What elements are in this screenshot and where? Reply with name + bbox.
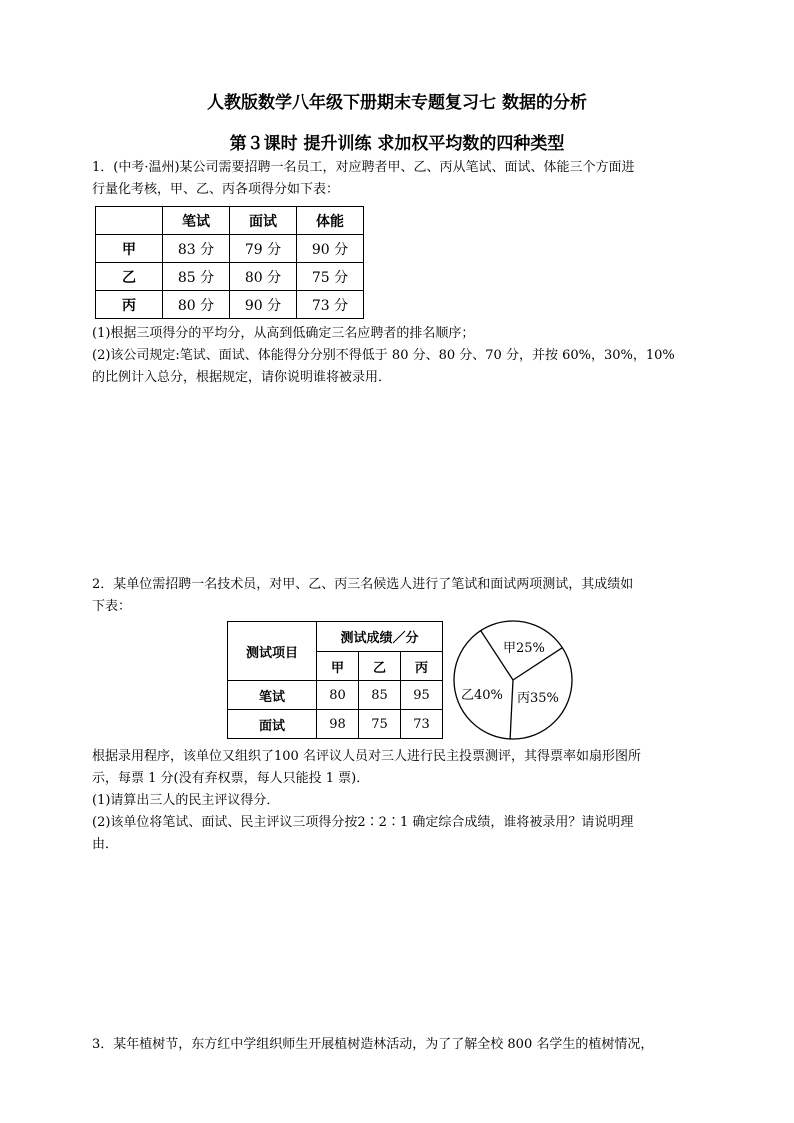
table-row [228,681,443,710]
pie-label-yi: 乙40% [461,688,503,703]
q2-score-table [227,621,443,739]
table-cell: 85 分 [163,263,230,291]
q2-part2-line1: (2)该单位将笔试、面试、民主评议三项得分按2∶2∶1 确定综合成绩，谁将被录用？请说明理 [92,815,634,830]
q2-part2-line2: 由． [92,837,119,852]
table-cell: 90 分 [230,291,297,319]
table-cell: 73 分 [297,291,364,319]
table-cell: 80 [317,681,359,710]
table-cell: 75 分 [297,263,364,291]
table-cell: 98 [317,710,359,739]
q1-part2-line2: 的比例计入总分，根据规定，请你说明谁将被录用． [92,370,392,385]
table-row-label: 丙 [96,291,163,319]
table-cell: 80 分 [163,291,230,319]
table-cell: 95 [401,681,443,710]
table-row [96,235,364,263]
table-row-label: 甲 [96,235,163,263]
table-header-cell: 体能 [297,207,364,235]
q2-text3-line1: 根据录用程序，该单位又组织了100 名评议人员对三人进行民主投票测评，其得票率如扇形图所 [92,749,641,764]
pie-label-bing: 丙35% [517,691,559,706]
table-row-label: 笔试 [228,681,317,710]
table-header-cell: 笔试 [163,207,230,235]
table-cell: 85 [359,681,401,710]
table-corner-cell: 测试项目 [228,622,317,681]
q1-part1: (1)根据三项得分的平均分，从高到低确定三名应聘者的排名顺序； [92,326,475,341]
q2-part1: (1)请算出三人的民主评议得分． [92,793,280,808]
table-row [96,263,364,291]
table-header-cell: 乙 [359,652,401,681]
table-header-cell [96,207,163,235]
q2-text-line1: 2．某单位需招聘一名技术员，对甲、乙、丙三名候选人进行了笔试和面试两项测试，其成绩如 [92,577,634,592]
table-row-label: 乙 [96,263,163,291]
vote-pie-chart [448,617,578,745]
table-cell: 90 分 [297,235,364,263]
table-header-cell: 面试 [230,207,297,235]
table-header-row [228,622,443,652]
table-header-row [96,207,364,235]
table-row [96,291,364,319]
table-cell: 75 [359,710,401,739]
table-cell: 83 分 [163,235,230,263]
pie-slices [454,621,572,739]
table-cell: 73 [401,710,443,739]
table-cell: 80 分 [230,263,297,291]
table-header-cell: 甲 [317,652,359,681]
q2-text-line2: 下表： [92,599,132,614]
pie-label-jia: 甲25% [503,641,545,656]
q3-text-line1: 3．某年植树节，东方红中学组织师生开展植树造林活动，为了了解全校 800 名学生的植树情况， [92,1037,654,1052]
table-group-header: 测试成绩／分 [317,622,443,652]
table-row-label: 面试 [228,710,317,739]
table-cell: 79 分 [230,235,297,263]
page-subtitle: 第３课时 提升训练 求加权平均数的四种类型 [229,134,565,154]
page-title: 人教版数学八年级下册期末专题复习七 数据的分析 [207,93,587,113]
q1-text-line1: 1．(中考·温州)某公司需要招聘一名员工，对应聘者甲、乙、丙从笔试、面试、体能三个方面进 [92,160,635,175]
table-header-cell: 丙 [401,652,443,681]
q1-part2-line1: (2)该公司规定:笔试、面试、体能得分分别不得低于 80 分、80 分、70 分，并按 60%，30%，10% [92,348,675,363]
q1-score-table [95,206,364,319]
q1-text-line2: 行量化考核，甲、乙、丙各项得分如下表： [92,182,340,197]
table-row [228,710,443,739]
q2-text3-line2: 示，每票 1 分(没有弃权票，每人只能投 1 票)． [92,771,370,786]
